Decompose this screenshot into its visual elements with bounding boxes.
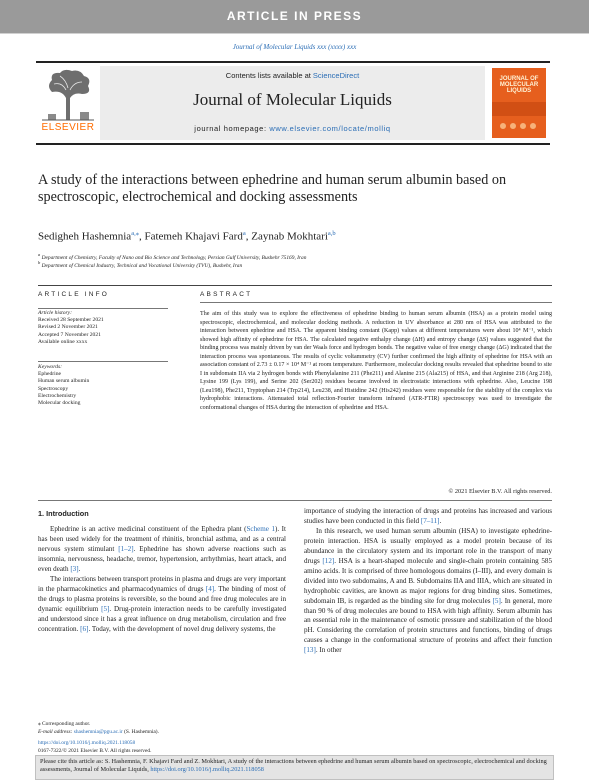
cover-pattern-icon (498, 120, 540, 132)
body-paragraph (38, 575, 286, 635)
elsevier-logo (38, 68, 98, 136)
reference-link[interactable]: [13] (304, 646, 316, 655)
footnote-issn: 0167-7322/© 2021 Elsevier B.V. All rights reserved. (38, 748, 152, 754)
header-top-rule (36, 61, 550, 63)
author-affiliation-mark: a,⁎ (131, 230, 139, 237)
body-text: ). It has been used widely for the treatment of rhinitis, bronchial asthma, and as a central nervous system stimulant (38, 525, 286, 553)
keywords-block (38, 364, 168, 407)
keyword: Spectroscopy (38, 385, 69, 392)
history-accepted: Accepted 7 November 2021 (38, 331, 101, 338)
body-right-column (304, 507, 552, 656)
affiliation-a: $^a$ Department of Chemistry, Faculty of Nano and Bio Science and Technology, Persian Gulf University, Bushehr 75169, Iran (38, 252, 307, 261)
keywords-label: Keywords: (38, 364, 63, 370)
abstract-copyright: © 2021 Elsevier B.V. All rights reserved. (448, 488, 552, 495)
article-info-rule (38, 308, 168, 309)
doi-link[interactable]: https://doi.org/10.1016/j.molliq.2021.118058 (38, 740, 136, 746)
footnote-doi (38, 740, 278, 747)
body-text: In this research, we used human serum albumin (HSA) to investigate ephedrine-protein interaction. HSA is usually employed as a model protein because of its abundance in the circulatory system and its important role in the transport of many drugs (304, 526, 552, 565)
keyword: Molecular docking (38, 400, 81, 407)
author-affiliation-mark: a (242, 230, 246, 237)
article-in-press-banner: ARTICLE IN PRESS (0, 0, 589, 33)
abstract-text: The aim of this study was to explore the effectiveness of ephedrine binding to human serum albumin (HSA) as a protein model using spectroscopic, electrochemical, and molecular docking methods. A reduction in UV absorbance at 280 nm of HSA was attributed to the interaction between ephedrine and HSA. The apparent binding constant (Kapp) values at different temperatures were about 10⁴ M⁻¹, which showed high affinity of ephedrine for HSA. The calculated negative enthalpy change (ΔH) and entropy change (ΔS) values suggested that the binding process was mainly driven by van der Waals force and hydrogen bonds. The negative value of free energy change (ΔG) indicated that the interaction process was spontaneous. The results of cyclic voltammetry (CV) further confirmed the high affinity of ephedrine for HSA with an association constant of 2.73 ± 0.17 × 10⁴ M⁻¹ at room temperature. Furthermore, molecular docking results revealed that ephedrine bound to site I in subdomain IIA via 2 hydrogen bonds with Phenylalanine 211 (Phe211) and Alanine 215 (Ala215) of HSA, and that Arginine 218 (Arg 218), Lysine 199 (Lys 199), and Serine 202 (Ser202) residues became involved in electrostatic interactions with ephedrine. Also, Leucine 198 (Leu198), Phe211, Tryptophan 214 (Trp214), Leu238, and Histidine 242 (His242) residues were responsible for the stability of the complex via hydrophobic interactions. Attenuated total reflection-Fourier transform infrared (ATR-FTIR) spectroscopy was used to investigate the conformational changes of HSA during the interaction of ephedrine and HSA. (200, 311, 552, 412)
body-text: . Ephedrine has shown adverse reactions such as insomnia, nervousness, headache, tremor, hypertension, arrhythmias, heart attack, and even death (38, 544, 287, 573)
author-name[interactable]: Zaynab Mokhtari (251, 230, 328, 243)
cover-title: JOURNAL OF MOLECULAR LIQUIDS (499, 76, 539, 94)
footnote-corresponding: ⁎ Corresponding author. (38, 721, 91, 727)
history-revised: Revised 2 November 2021 (38, 324, 98, 331)
sciencedirect-link[interactable]: ScienceDirect (312, 71, 360, 80)
journal-reference: Journal of Molecular Liquids xxx (xxxx) xxx (232, 43, 357, 51)
author-list: Sedigheh Hashemnia$^{a,⁎}$, Fatemeh Khajavi Fard$^a$, Zaynab Mokhtari$^{a,b}$ (38, 230, 336, 243)
keyword: Ephedrine (38, 371, 61, 378)
abstract-bottom-rule (38, 500, 552, 501)
keywords-rule (38, 361, 168, 362)
footnote-email: E-mail address: shashemnia@pgu.ac.ir (S. Hashemnia). (38, 729, 159, 735)
author-name[interactable]: Sedigheh Hashemnia (38, 230, 132, 243)
body-text: The interactions between transport proteins in plasma and drugs are very important in the pharmacokinetics and pharmacodynamics of drugs (38, 574, 286, 593)
section-divider (38, 285, 552, 286)
header-bottom-rule (36, 143, 550, 145)
keyword: Human serum albumin (38, 378, 90, 385)
banner-divider (0, 33, 589, 34)
elsevier-tree-icon (42, 68, 94, 122)
reference-link[interactable]: [6] (80, 624, 89, 633)
reference-link[interactable]: [7–11] (420, 516, 440, 525)
reference-link[interactable]: [3] (70, 564, 79, 573)
article-info-heading: ARTICLE INFO (38, 291, 110, 298)
author-affiliation-mark: a,b (327, 230, 336, 237)
elsevier-wordmark: ELSEVIER (41, 122, 95, 133)
reference-link[interactable]: [12] (322, 556, 335, 565)
affiliation-b: $^b$ Department of Chemical Industry, Technical and Vocational University (TVU), Bushehr, Iran (38, 260, 243, 269)
journal-header (100, 66, 485, 140)
abstract-top-rule (200, 302, 552, 303)
body-text: . HSA is a heart-shaped molecule and single-chain protein containing 585 amino acids. It is comprised of three homologous domains (I–III), and every domain is divided into two subdomains, A and B. Subdomains IIA and IIIA, which are situated in hydrophobic cavities, are known as major regions for drug binding sites. Sometimes, subdomain IB, is regarded as the binding site for drug molecules (304, 556, 552, 605)
body-paragraph (304, 507, 552, 527)
reference-link[interactable]: [1–2] (118, 544, 134, 553)
body-left-column (38, 525, 286, 634)
body-text: . In general, more than 90 % of drug molecules are bound to HSA with high affinity. Serum albumin has an essential role in the maintenance of osmotic pressure and stabilization of the blood pH. Considering the correlation of protein structures and functions, binding of drugs causes a change in the conformational structure of proteins and affect their function (304, 596, 552, 645)
body-text: importance of studying the interaction of drugs and proteins has increased and various studies have been conducted in this field (304, 507, 552, 525)
reference-link[interactable]: [4] (205, 584, 215, 593)
journal-title: Journal of Molecular Liquids (193, 90, 392, 109)
citation-doi-link[interactable]: https://doi.org/10.1016/j.molliq.2021.118058 (150, 766, 264, 773)
paper-title: A study of the interactions between ephedrine and human serum albumin based on spectroscopic, electrochemical and docking assessments (38, 172, 507, 205)
keyword: Electrochemistry (38, 392, 77, 399)
history-received: Received 28 September 2021 (38, 317, 104, 324)
body-paragraph (38, 525, 286, 575)
body-text: . Today, with the development of novel drug delivery systems, the (88, 624, 276, 633)
body-text: . (439, 516, 442, 525)
author-name[interactable]: Fatemeh Khajavi Fard (144, 230, 243, 243)
reference-link[interactable]: [5] (492, 596, 501, 605)
journal-cover-thumbnail (492, 68, 546, 138)
journal-homepage: journal homepage: www.elsevier.com/locate/molliq (194, 124, 391, 133)
abstract-heading: ABSTRACT (200, 291, 253, 298)
body-text: . In other (315, 646, 342, 655)
contents-line: Contents lists available at ScienceDirect (225, 71, 360, 80)
article-history-label: Article history: (38, 310, 73, 316)
body-text: . Drug-protein interaction needs to be carefully investigated and understood since it has a great influence on drug metabolism, circulation and free concentration. (38, 604, 286, 633)
journal-homepage-link[interactable]: www.elsevier.com/locate/molliq (269, 124, 391, 133)
history-online: Available online xxxx (38, 338, 88, 345)
introduction-heading: 1. Introduction (38, 509, 89, 518)
body-text: . The binding of most of the drugs to plasma proteins is reversible, so the bound and free drug molecules are in dynamic equilibrium (38, 584, 286, 613)
body-text: Ephedrine is an active medicinal constituent of the Ephedra plant ( (50, 525, 247, 533)
cover-band (492, 102, 546, 116)
body-paragraph (304, 527, 552, 656)
author-email-link[interactable]: shashemnia@pgu.ac.ir (73, 729, 123, 735)
body-text: . (78, 564, 81, 573)
reference-link[interactable]: Scheme 1 (246, 525, 275, 533)
article-history (38, 310, 168, 346)
reference-link[interactable]: [5] (101, 604, 110, 613)
citation-box: Please cite this article as: S. Hashemnia, F. Khajavi Fard and Z. Mokhtari, A study of the interactions between ephedrine and human serum albumin based on spectroscopic, electrochemical and docking assessments, Journal of Molecular Liquids, https://doi.org/10.1016/j.molliq.2021.118058 (35, 755, 554, 780)
